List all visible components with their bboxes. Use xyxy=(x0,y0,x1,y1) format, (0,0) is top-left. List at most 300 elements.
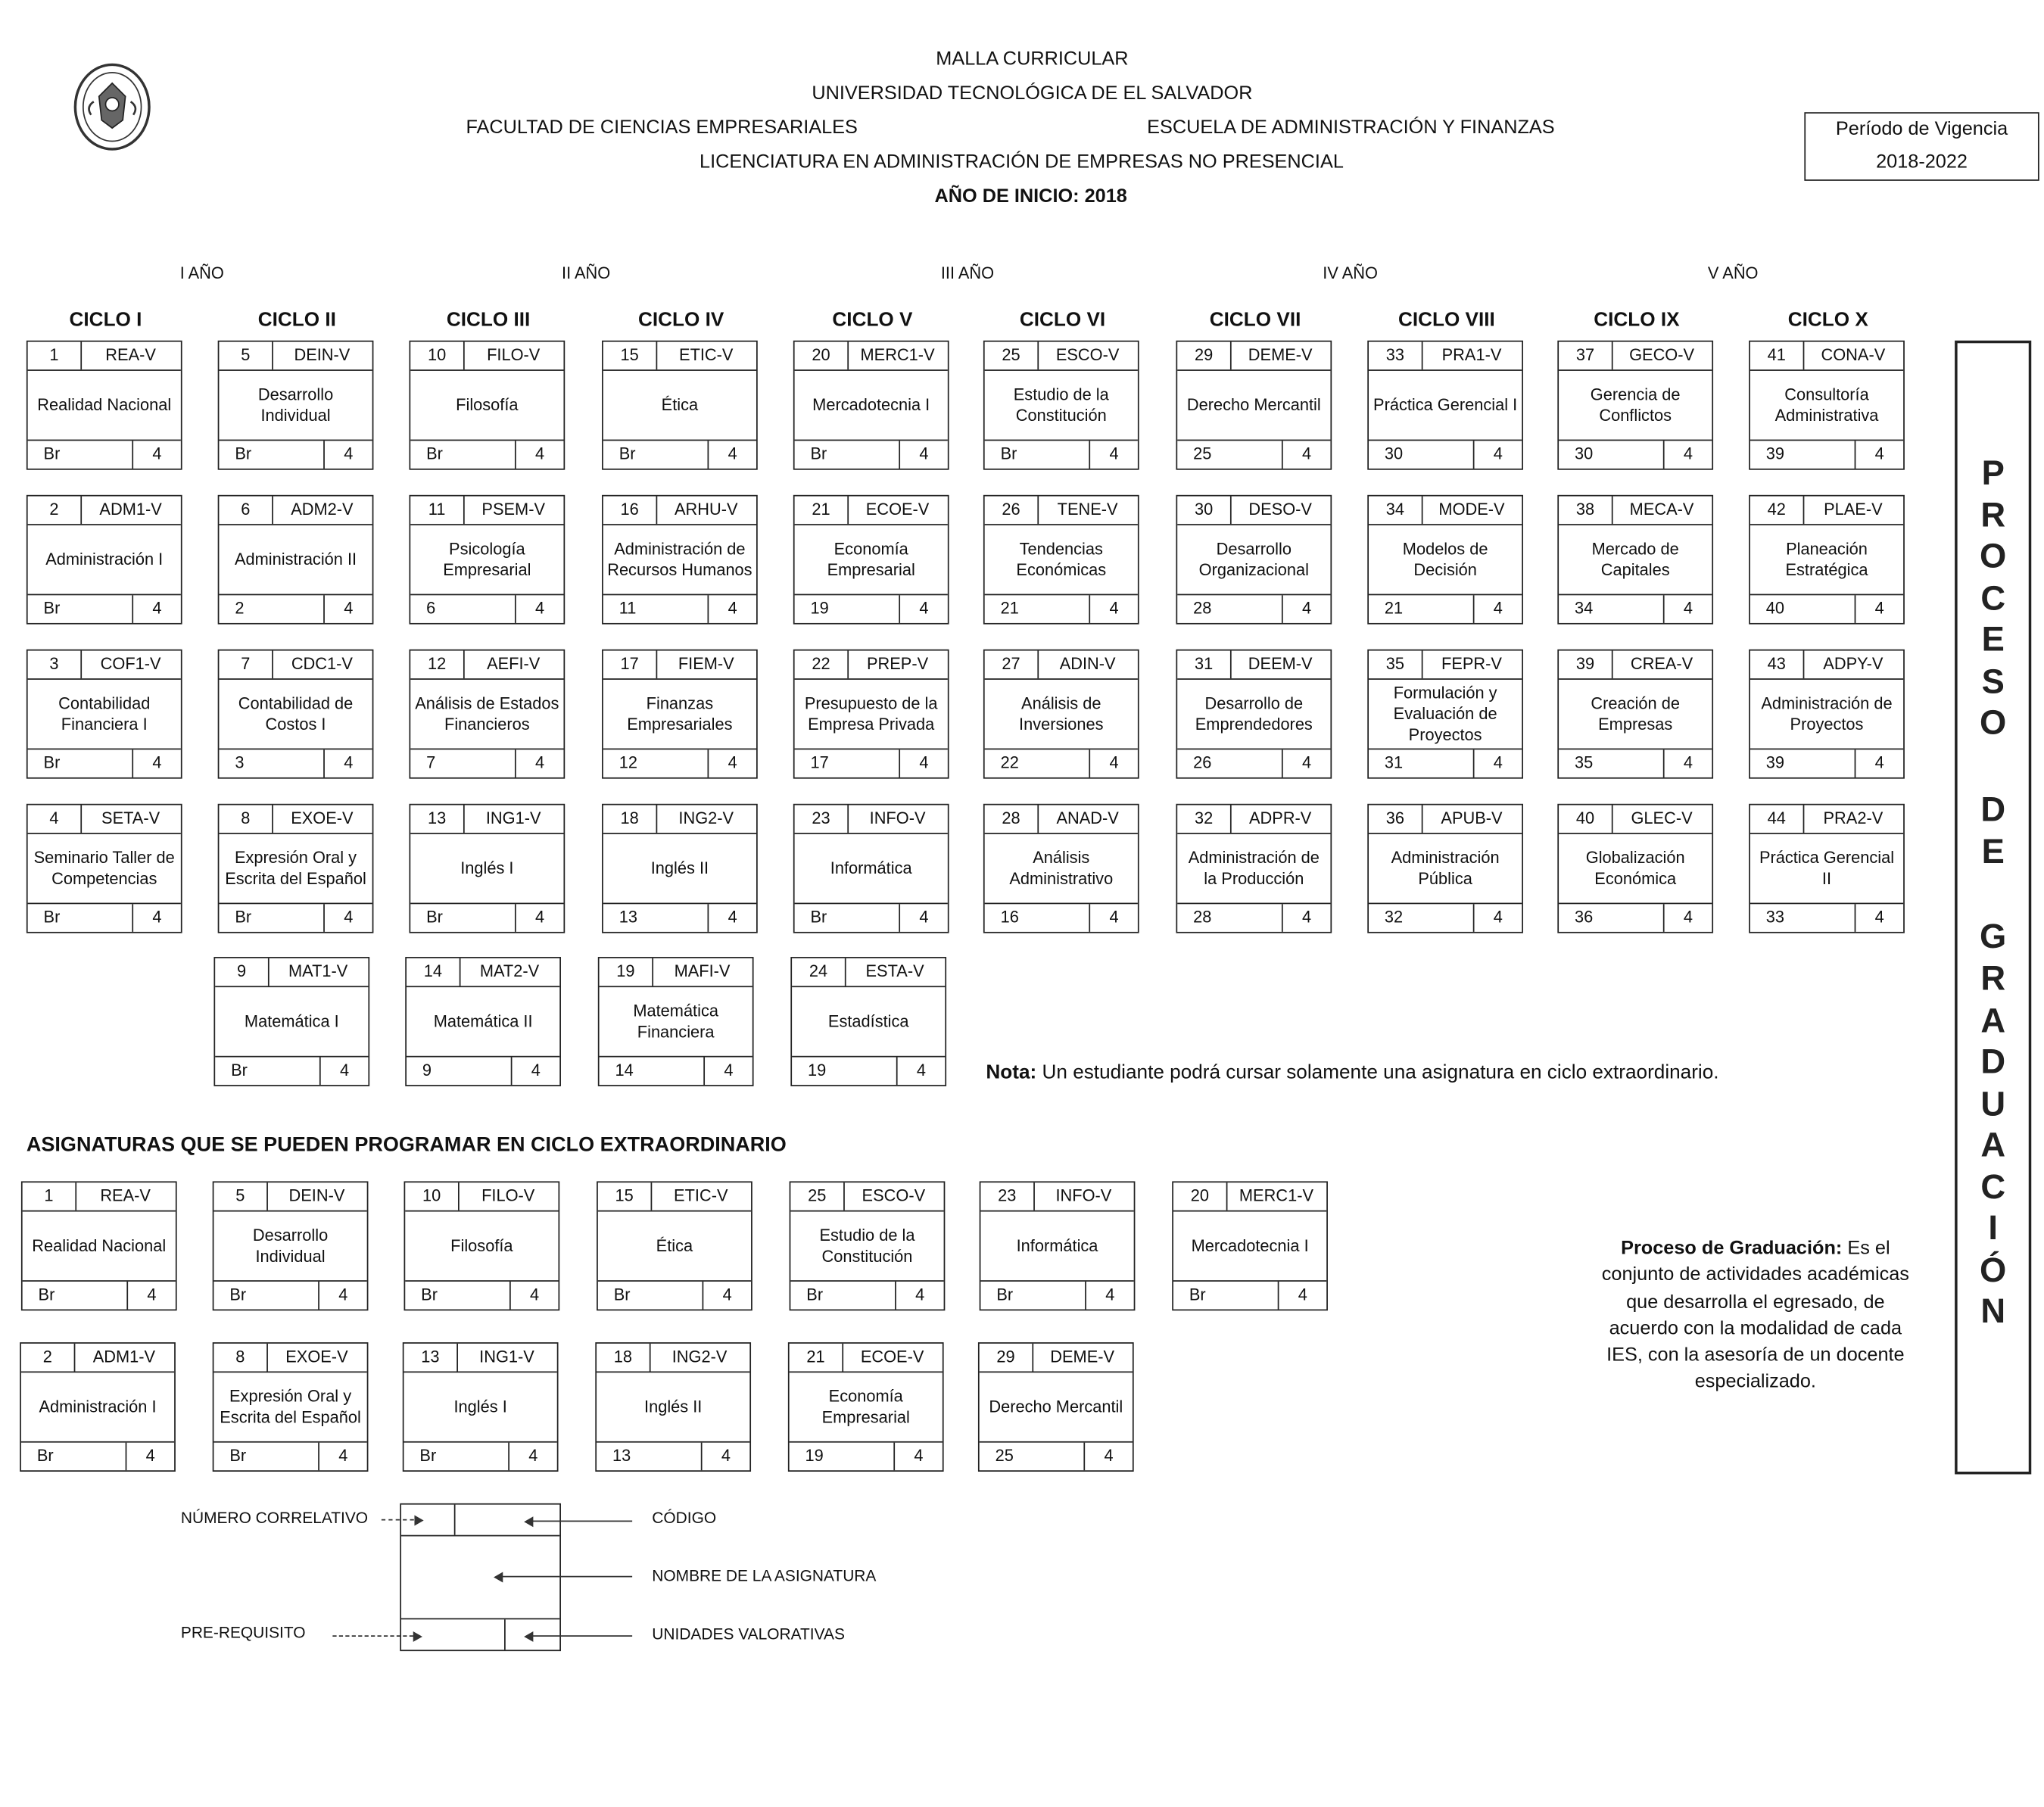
course-code: ADPR-V xyxy=(1249,808,1312,828)
course-number: 18 xyxy=(603,805,657,833)
course-card xyxy=(1557,650,1713,779)
vigencia-label: Período de Vigencia xyxy=(1835,118,2008,140)
course-code: TENE-V xyxy=(1057,500,1118,519)
title-university: UNIVERSIDAD TECNOLÓGICA DE EL SALVADOR xyxy=(812,83,1253,104)
course-card xyxy=(1367,804,1523,933)
course-prerequisite: Br xyxy=(213,1282,319,1310)
legend-arrow xyxy=(497,1576,633,1578)
course-number: 24 xyxy=(792,958,846,986)
course-name: Consultoría Administrativa xyxy=(1774,385,1879,425)
course-uv: 4 xyxy=(1493,753,1503,772)
course-name: Informática xyxy=(830,859,912,878)
faculty-name: FACULTAD DE CIENCIAS EMPRESARIALES xyxy=(466,117,858,139)
course-uv: 4 xyxy=(914,1446,924,1466)
course-prerequisite: Br xyxy=(213,1443,319,1471)
course-number: 11 xyxy=(410,497,464,525)
course-uv: 4 xyxy=(145,1446,155,1466)
course-card xyxy=(26,341,182,470)
course-card xyxy=(1749,804,1905,933)
legend-pre-label: PRE-REQUISITO xyxy=(180,1623,306,1642)
course-uv: 4 xyxy=(1109,599,1119,618)
course-prerequisite: 11 xyxy=(603,595,709,623)
course-name: Desarrollo Individual xyxy=(252,1226,329,1266)
course-name: Análisis de Inversiones xyxy=(1019,694,1104,734)
graduation-letter: A xyxy=(1980,1124,2006,1164)
course-prerequisite: Br xyxy=(790,1282,896,1310)
course-number: 21 xyxy=(795,497,849,525)
course-prerequisite: 33 xyxy=(1750,904,1855,932)
course-prerequisite: 30 xyxy=(1369,441,1474,469)
course-prerequisite: 28 xyxy=(1177,904,1282,932)
start-year: AÑO DE INICIO: 2018 xyxy=(934,185,1127,207)
course-number: 38 xyxy=(1559,497,1612,525)
course-uv: 4 xyxy=(1105,1285,1115,1304)
graduation-letter: R xyxy=(1980,958,2006,999)
course-name: Contabilidad Financiera I xyxy=(58,694,151,734)
course-uv: 4 xyxy=(152,599,162,618)
course-card xyxy=(1367,650,1523,779)
course-code: GECO-V xyxy=(1629,345,1695,365)
university-seal-icon xyxy=(73,62,152,152)
course-card xyxy=(409,495,565,625)
course-number: 29 xyxy=(1177,342,1231,370)
course-prerequisite: Br xyxy=(219,904,324,932)
graduation-letter: O xyxy=(1980,535,2007,576)
course-name: Creación de Empresas xyxy=(1591,694,1680,734)
course-prerequisite: Br xyxy=(23,1282,128,1310)
course-card xyxy=(404,1181,560,1310)
course-card xyxy=(1749,341,1905,470)
course-card xyxy=(597,1181,752,1310)
course-uv: 4 xyxy=(1104,1446,1114,1466)
course-number: 36 xyxy=(1369,805,1422,833)
course-prerequisite: 21 xyxy=(985,595,1090,623)
course-code: MERC1-V xyxy=(1239,1186,1314,1205)
course-number: 10 xyxy=(410,342,464,370)
course-number: 27 xyxy=(985,651,1039,679)
course-name: Finanzas Empresariales xyxy=(627,694,733,734)
course-number: 32 xyxy=(1177,805,1231,833)
course-uv: 4 xyxy=(1874,444,1884,463)
graduation-letter: G xyxy=(1980,915,2007,956)
course-number: 15 xyxy=(598,1182,652,1210)
year-label: III AÑO xyxy=(940,263,995,283)
course-uv: 4 xyxy=(339,1061,350,1080)
year-label: I AÑO xyxy=(179,263,224,283)
course-uv: 4 xyxy=(919,753,929,772)
course-code: MERC1-V xyxy=(860,345,935,365)
course-number: 2 xyxy=(28,497,82,525)
course-name: Derecho Mercantil xyxy=(1186,396,1321,415)
course-card xyxy=(1557,341,1713,470)
graduation-label: Proceso de Graduación: xyxy=(1621,1238,1843,1260)
course-number: 22 xyxy=(795,651,849,679)
course-number: 25 xyxy=(985,342,1039,370)
legend-arrow xyxy=(527,1635,632,1637)
course-code: SETA-V xyxy=(101,808,160,828)
graduation-letter: E xyxy=(1981,618,2005,659)
course-name: Modelos de Decisión xyxy=(1402,540,1488,580)
course-number: 20 xyxy=(795,342,849,370)
course-prerequisite: 39 xyxy=(1750,441,1855,469)
course-card xyxy=(213,1342,369,1472)
course-code: INFO-V xyxy=(1055,1186,1112,1205)
course-code: ECOE-V xyxy=(860,1347,924,1366)
course-name: Filosofía xyxy=(456,396,519,415)
course-number: 13 xyxy=(410,805,464,833)
course-prerequisite: 35 xyxy=(1559,749,1664,777)
course-code: DEME-V xyxy=(1050,1347,1115,1366)
course-number: 41 xyxy=(1750,342,1804,370)
course-code: ING2-V xyxy=(678,808,734,828)
course-name: Desarrollo Organizacional xyxy=(1198,540,1310,580)
course-code: MAT2-V xyxy=(479,962,540,981)
course-name: Presupuesto de la Empresa Privada xyxy=(804,694,938,734)
school-name: ESCUELA DE ADMINISTRACIÓN Y FINANZAS xyxy=(1147,117,1555,139)
cycle-label: CICLO IV xyxy=(637,308,724,332)
course-name: Práctica Gerencial I xyxy=(1373,396,1518,415)
year-label: II AÑO xyxy=(562,263,611,283)
course-number: 1 xyxy=(28,342,82,370)
career-name: LICENCIATURA EN ADMINISTRACIÓN DE EMPRESAS NO PRESENCIAL xyxy=(700,151,1344,173)
course-uv: 4 xyxy=(338,1446,348,1466)
course-code: ADM1-V xyxy=(99,500,162,519)
course-prerequisite: 13 xyxy=(597,1443,702,1471)
course-card xyxy=(409,341,565,470)
course-code: COF1-V xyxy=(100,654,161,674)
course-name: Filosofía xyxy=(450,1236,513,1256)
course-number: 3 xyxy=(28,651,82,679)
course-card xyxy=(602,804,758,933)
course-number: 30 xyxy=(1177,497,1231,525)
note-text: Un estudiante podrá cursar solamente una asignatura en ciclo extraordinario. xyxy=(1042,1061,1719,1084)
course-number: 29 xyxy=(980,1344,1033,1372)
course-uv: 4 xyxy=(1874,908,1884,927)
course-card xyxy=(1749,650,1905,779)
course-code: FIEM-V xyxy=(678,654,734,674)
course-card xyxy=(1172,1181,1328,1310)
course-name: Estudio de la Constitución xyxy=(819,1226,915,1266)
course-name: Derecho Mercantil xyxy=(989,1397,1123,1416)
course-uv: 4 xyxy=(528,1446,538,1466)
course-prerequisite: 9 xyxy=(407,1058,512,1086)
course-prerequisite: 40 xyxy=(1750,595,1855,623)
course-card xyxy=(1176,495,1332,625)
course-name: Inglés II xyxy=(650,859,709,878)
course-name: Expresión Oral y Escrita del Español xyxy=(220,1387,361,1427)
graduation-letter: I xyxy=(1988,1207,1998,1248)
course-number: 23 xyxy=(795,805,849,833)
course-uv: 4 xyxy=(535,753,545,772)
graduation-text: Es el conjunto de actividades académicas que desarrolla el egresado, de acuerdo con la modalidad de cada IES, con la asesoría de un docente especializado. xyxy=(1601,1238,1909,1394)
course-uv: 4 xyxy=(1683,599,1693,618)
course-code: ETIC-V xyxy=(679,345,734,365)
course-card xyxy=(218,650,374,779)
course-code: ETIC-V xyxy=(674,1186,728,1205)
course-prerequisite: 2 xyxy=(219,595,324,623)
course-code: FEPR-V xyxy=(1441,654,1502,674)
course-code: ESCO-V xyxy=(862,1186,926,1205)
course-card xyxy=(218,495,374,625)
course-uv: 4 xyxy=(1109,753,1119,772)
cycle-label: CICLO III xyxy=(446,308,531,332)
note xyxy=(986,1061,1718,1084)
course-number: 5 xyxy=(213,1182,267,1210)
course-uv: 4 xyxy=(1298,1285,1307,1304)
course-name: Administración I xyxy=(45,550,164,569)
course-name: Administración de la Producción xyxy=(1188,849,1320,889)
course-number: 18 xyxy=(597,1344,650,1372)
course-card xyxy=(1557,495,1713,625)
course-number: 39 xyxy=(1559,651,1612,679)
course-card xyxy=(793,341,949,470)
course-number: 19 xyxy=(600,958,653,986)
course-code: ING1-V xyxy=(479,1347,534,1366)
cycle-label: CICLO V xyxy=(832,308,913,332)
course-prerequisite: 22 xyxy=(985,749,1090,777)
course-name: Administración de Recursos Humanos xyxy=(607,540,752,580)
course-prerequisite: Br xyxy=(985,441,1090,469)
graduation-letter: N xyxy=(1980,1291,2006,1331)
course-number: 9 xyxy=(215,958,269,986)
course-uv: 4 xyxy=(344,908,354,927)
course-uv: 4 xyxy=(1301,908,1312,927)
course-prerequisite: Br xyxy=(795,904,900,932)
course-number: 8 xyxy=(219,805,273,833)
course-prerequisite: 30 xyxy=(1559,441,1664,469)
course-number: 34 xyxy=(1369,497,1422,525)
course-prerequisite: Br xyxy=(410,441,516,469)
course-number: 40 xyxy=(1559,805,1612,833)
course-number: 43 xyxy=(1750,651,1804,679)
course-code: ESCO-V xyxy=(1055,345,1120,365)
course-code: ESTA-V xyxy=(865,962,924,981)
course-code: MECA-V xyxy=(1629,500,1694,519)
course-card xyxy=(403,1342,559,1472)
course-uv: 4 xyxy=(535,444,545,463)
course-number: 31 xyxy=(1177,651,1231,679)
course-prerequisite: 36 xyxy=(1559,904,1664,932)
course-uv: 4 xyxy=(535,908,545,927)
course-uv: 4 xyxy=(1493,444,1503,463)
course-number: 14 xyxy=(407,958,460,986)
course-card xyxy=(409,804,565,933)
course-prerequisite: Br xyxy=(21,1443,126,1471)
course-prerequisite: 39 xyxy=(1750,749,1855,777)
cycle-label: CICLO II xyxy=(257,308,336,332)
course-prerequisite: 26 xyxy=(1177,749,1282,777)
course-number: 17 xyxy=(603,651,657,679)
course-code: CONA-V xyxy=(1821,345,1886,365)
course-number: 37 xyxy=(1559,342,1612,370)
course-card xyxy=(1367,495,1523,625)
course-card xyxy=(218,341,374,470)
course-name: Estudio de la Constitución xyxy=(1013,385,1109,425)
graduation-letter: A xyxy=(1980,1000,2006,1040)
course-code: DESO-V xyxy=(1248,500,1312,519)
cycle-label: CICLO I xyxy=(69,308,142,332)
course-code: DEEM-V xyxy=(1248,654,1313,674)
graduation-letter: Ó xyxy=(1980,1250,2007,1290)
graduation-letter: U xyxy=(1980,1083,2006,1123)
course-card xyxy=(980,1181,1136,1310)
course-name: Inglés I xyxy=(460,859,514,878)
cycle-label: CICLO X xyxy=(1787,308,1868,332)
course-card xyxy=(218,804,374,933)
legend-arrow xyxy=(527,1521,632,1522)
graduation-letter: P xyxy=(1981,453,2005,493)
course-prerequisite: Br xyxy=(410,904,516,932)
course-number: 33 xyxy=(1369,342,1422,370)
course-card xyxy=(26,495,182,625)
course-uv: 4 xyxy=(338,1285,348,1304)
course-number: 23 xyxy=(980,1182,1034,1210)
course-prerequisite: 19 xyxy=(795,595,900,623)
course-uv: 4 xyxy=(916,1061,927,1080)
vigencia-box xyxy=(1804,112,2039,181)
course-prerequisite: Br xyxy=(28,749,133,777)
course-name: Realidad Nacional xyxy=(37,396,172,415)
course-uv: 4 xyxy=(728,753,737,772)
course-number: 42 xyxy=(1750,497,1804,525)
course-uv: 4 xyxy=(728,444,737,463)
course-prerequisite: 14 xyxy=(600,1058,705,1086)
course-number: 20 xyxy=(1173,1182,1227,1210)
course-code: PRA1-V xyxy=(1441,345,1502,365)
course-uv: 4 xyxy=(344,753,354,772)
course-prerequisite: 3 xyxy=(219,749,324,777)
course-name: Economía Empresarial xyxy=(827,540,915,580)
course-card xyxy=(1176,341,1332,470)
course-card xyxy=(1176,804,1332,933)
course-code: ADPY-V xyxy=(1823,654,1884,674)
course-card xyxy=(978,1342,1134,1472)
course-prerequisite: Br xyxy=(603,441,709,469)
course-uv: 4 xyxy=(1683,908,1693,927)
course-card xyxy=(405,957,561,1086)
year-label: IV AÑO xyxy=(1323,263,1378,283)
course-code: PSEM-V xyxy=(481,500,546,519)
course-code: ADIN-V xyxy=(1059,654,1116,674)
course-code: AEFI-V xyxy=(487,654,541,674)
course-number: 4 xyxy=(28,805,82,833)
course-code: PREP-V xyxy=(866,654,929,674)
note-label: Nota: xyxy=(986,1061,1037,1084)
course-number: 7 xyxy=(219,651,273,679)
legend-uv-label: UNIDADES VALORATIVAS xyxy=(652,1625,845,1643)
course-name: Estadística xyxy=(827,1012,909,1031)
course-number: 13 xyxy=(404,1344,458,1372)
course-name: Mercadotecnia I xyxy=(1191,1236,1309,1256)
course-card xyxy=(595,1342,751,1472)
course-uv: 4 xyxy=(152,908,162,927)
course-name: Administración de Proyectos xyxy=(1761,694,1893,734)
course-number: 28 xyxy=(985,805,1039,833)
course-prerequisite: Br xyxy=(795,441,900,469)
course-name: Globalización Económica xyxy=(1585,849,1685,889)
course-uv: 4 xyxy=(152,444,162,463)
course-uv: 4 xyxy=(530,1285,540,1304)
cycle-label: CICLO VI xyxy=(1019,308,1106,332)
course-name: Informática xyxy=(1016,1236,1098,1256)
course-number: 10 xyxy=(405,1182,459,1210)
course-prerequisite: 19 xyxy=(792,1058,897,1086)
course-prerequisite: Br xyxy=(980,1282,1086,1310)
course-card xyxy=(983,804,1139,933)
course-number: 12 xyxy=(410,651,464,679)
course-prerequisite: Br xyxy=(404,1443,509,1471)
course-prerequisite: 13 xyxy=(603,904,709,932)
course-uv: 4 xyxy=(1683,753,1693,772)
course-prerequisite: 25 xyxy=(980,1443,1085,1471)
legend-code-label: CÓDIGO xyxy=(652,1508,717,1528)
course-uv: 4 xyxy=(1874,599,1884,618)
course-prerequisite: 19 xyxy=(790,1443,895,1471)
course-code: INFO-V xyxy=(869,808,926,828)
course-prerequisite: Br xyxy=(28,595,133,623)
course-prerequisite: 32 xyxy=(1369,904,1474,932)
course-prerequisite: 6 xyxy=(410,595,516,623)
course-uv: 4 xyxy=(1301,599,1312,618)
course-code: PRA2-V xyxy=(1823,808,1884,828)
course-name: Inglés II xyxy=(644,1397,703,1416)
course-number: 25 xyxy=(790,1182,844,1210)
course-name: Tendencias Económicas xyxy=(1016,540,1107,580)
graduation-letter: R xyxy=(1980,494,2006,535)
course-number: 15 xyxy=(603,342,657,370)
course-code: REA-V xyxy=(105,345,156,365)
course-uv: 4 xyxy=(728,599,737,618)
course-code: REA-V xyxy=(100,1186,151,1205)
course-card xyxy=(793,495,949,625)
course-card xyxy=(790,957,946,1086)
course-card xyxy=(409,650,565,779)
course-code: ECOE-V xyxy=(865,500,930,519)
course-uv: 4 xyxy=(919,444,929,463)
course-name: Administración I xyxy=(39,1397,157,1416)
course-name: Contabilidad de Costos I xyxy=(238,694,354,734)
course-card xyxy=(788,1342,944,1472)
course-uv: 4 xyxy=(1109,444,1119,463)
course-prerequisite: Br xyxy=(28,441,133,469)
course-prerequisite: 21 xyxy=(1369,595,1474,623)
course-code: MAFI-V xyxy=(674,962,731,981)
course-uv: 4 xyxy=(1874,753,1884,772)
course-card xyxy=(602,495,758,625)
course-card xyxy=(793,650,949,779)
graduation-letter: C xyxy=(1980,1167,2006,1207)
course-code: ING1-V xyxy=(485,808,541,828)
course-number: 26 xyxy=(985,497,1039,525)
course-card xyxy=(26,804,182,933)
course-name: Análisis de Estados Financieros xyxy=(415,694,559,734)
course-code: EXOE-V xyxy=(285,1347,348,1366)
course-code: ING2-V xyxy=(671,1347,728,1366)
course-name: Desarrollo Individual xyxy=(257,385,334,425)
course-uv: 4 xyxy=(721,1446,731,1466)
course-uv: 4 xyxy=(722,1285,732,1304)
course-uv: 4 xyxy=(147,1285,157,1304)
course-card xyxy=(1557,804,1713,933)
year-label: V AÑO xyxy=(1707,263,1759,283)
course-uv: 4 xyxy=(1683,444,1693,463)
course-name: Realidad Nacional xyxy=(32,1236,167,1256)
course-uv: 4 xyxy=(915,1285,925,1304)
graduation-letter: D xyxy=(1980,789,2006,829)
graduation-letter: C xyxy=(1980,578,2006,618)
course-code: CDC1-V xyxy=(291,654,353,674)
course-name: Formulación y Evaluación de Proyectos xyxy=(1393,684,1497,745)
